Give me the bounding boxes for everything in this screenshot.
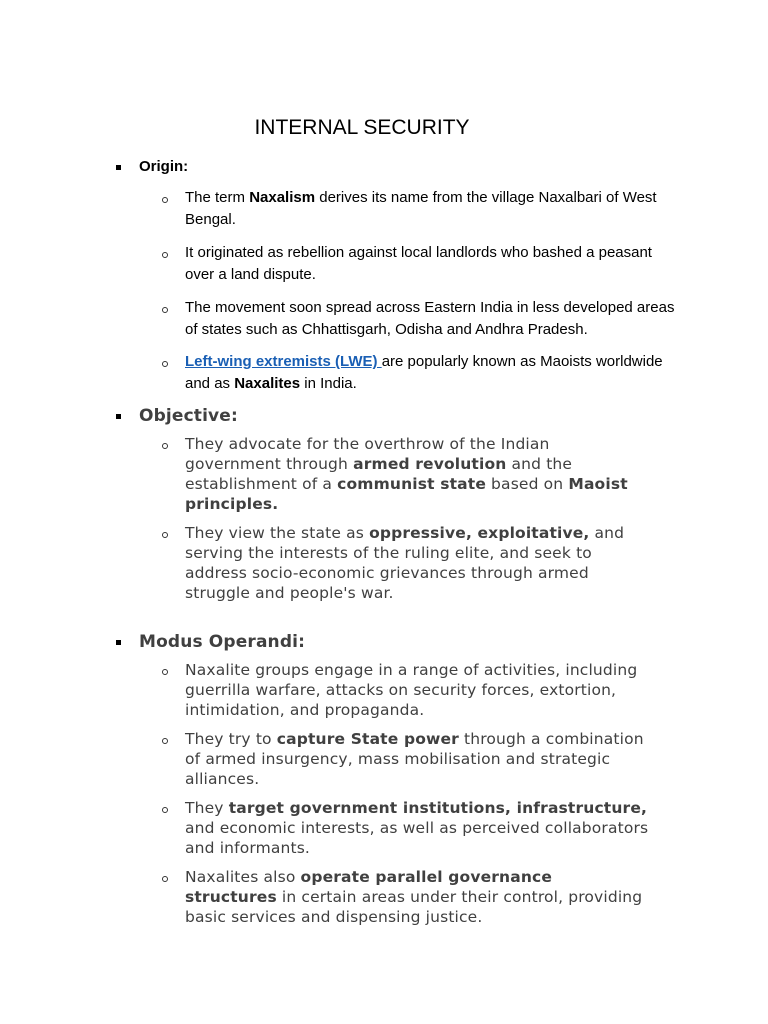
text-run: They view the state as [185, 524, 370, 542]
page-title: INTERNAL SECURITY [254, 116, 470, 139]
bold-text: communist state [337, 475, 486, 493]
circle-bullet-icon [162, 669, 168, 675]
square-bullet-icon [116, 414, 121, 419]
text-run: They try to [185, 730, 277, 748]
text-run: Naxalite groups engage in a range of activities, including guerrilla warfare, attacks on security forces, extortion, intimidation, and propaganda. [185, 661, 638, 719]
lwe-link[interactable]: Left-wing extremists (LWE) [185, 353, 382, 370]
text-run: and economic interests, as well as perceived collaborators and informants. [185, 819, 649, 857]
circle-bullet-icon [162, 197, 168, 203]
circle-bullet-icon [162, 443, 168, 449]
text-run: They [185, 799, 229, 817]
circle-bullet-icon [162, 361, 168, 367]
list-item [185, 242, 675, 286]
text-run: based on [485, 475, 569, 493]
list-item [185, 798, 665, 858]
bold-text: target government institutions, infrastructure, [228, 799, 648, 817]
square-bullet-icon [116, 640, 121, 645]
circle-bullet-icon [162, 738, 168, 744]
text-run: are popularly known as Maoists worldwide and as [185, 353, 663, 392]
text-run: in India. [300, 375, 357, 392]
square-bullet-icon [116, 165, 121, 170]
circle-bullet-icon [162, 307, 168, 313]
bold-text: armed revolution [353, 455, 507, 473]
text-run: and serving the interests of the ruling elite, and seek to address socio-economic grievances through armed struggle and people's war. [185, 524, 625, 602]
circle-bullet-icon [162, 532, 168, 538]
text-run: It originated as rebellion against local landlords who bashed a peasant over a land dispute. [185, 244, 652, 283]
text-run: in certain areas under their control, providing basic services and dispensing justice. [185, 888, 643, 926]
text-run: The term [185, 189, 250, 206]
text-run: through a combination of armed insurgency, mass mobilisation and strategic alliances. [185, 730, 644, 788]
list-item [185, 523, 645, 603]
circle-bullet-icon [162, 807, 168, 813]
text-run: They advocate for the overthrow of the Indian government through [185, 435, 550, 473]
text-run: The movement soon spread across Eastern India in less developed areas of states such as Chhattisgarh, Odisha and Andhra Pradesh. [185, 299, 675, 338]
section-heading: Origin: [139, 158, 189, 175]
bold-text: Maoist principles. [185, 475, 628, 513]
list-item [185, 867, 645, 927]
circle-bullet-icon [162, 876, 168, 882]
bold-text: Naxalism [249, 189, 316, 206]
list-item [185, 434, 645, 514]
list-item [185, 729, 645, 789]
section-heading: Modus Operandi: [139, 632, 306, 652]
list-item [185, 187, 675, 231]
circle-bullet-icon [162, 252, 168, 258]
bold-text: operate parallel governance structures [185, 868, 553, 906]
text-run: Naxalites also [185, 868, 301, 886]
section-heading: Objective: [139, 406, 238, 426]
bold-text: capture State power [276, 730, 459, 748]
text-run: derives its name from the village Naxalbari of West Bengal. [185, 189, 657, 228]
list-item [185, 351, 675, 395]
bold-text: Naxalites [234, 375, 301, 392]
list-item [185, 297, 675, 341]
bold-text: oppressive, exploitative, [369, 524, 590, 542]
text-run: and the establishment of a [185, 455, 573, 493]
list-item [185, 660, 645, 720]
